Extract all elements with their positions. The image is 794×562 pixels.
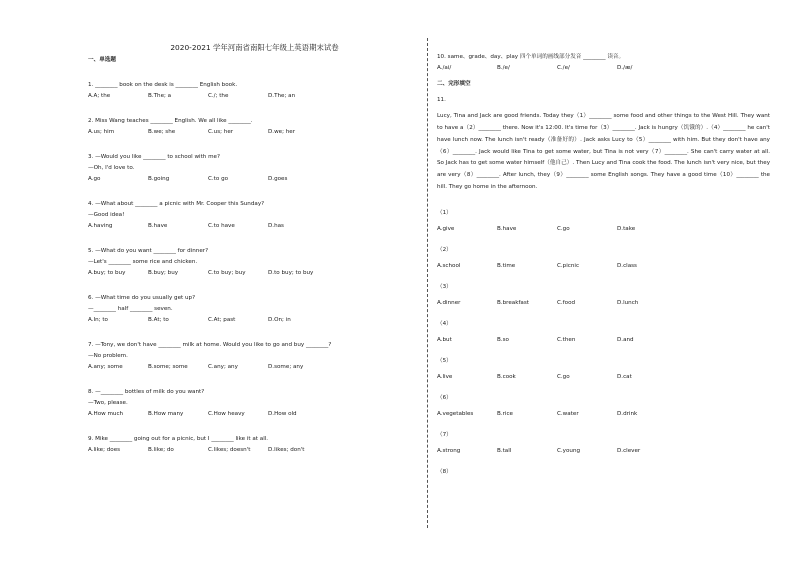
question-stem: 4. —What about ________ a picnic with Mr. Cooper this Sunday? (88, 201, 265, 207)
question-stem-reply: —Good idea! (88, 212, 125, 218)
question-stem: 1. ________ book on the desk is ________ English book. (88, 82, 238, 88)
option-a: A.school (437, 262, 461, 269)
option-a: A.having (88, 223, 113, 229)
option-b: B.tall (497, 447, 512, 454)
question-7 (88, 340, 413, 373)
question-6 (88, 293, 413, 326)
question-stem: 5. —What do you want ________ for dinner? (88, 248, 209, 254)
question-stem-reply: —No problem. (88, 353, 128, 359)
option-d: D.take (617, 225, 636, 232)
option-row (437, 335, 772, 346)
option-a: A.us; him (88, 129, 115, 135)
option-c: C.likes; doesn't (208, 447, 251, 453)
option-row (437, 63, 772, 74)
option-b: B.time (497, 262, 516, 269)
question-stem-reply: —Let's ________ some rice and chicken. (88, 259, 198, 265)
option-c: C.water (557, 410, 579, 417)
option-b: B.going (148, 176, 170, 182)
section-heading-cloze: 二、完形填空 (437, 81, 471, 87)
question-stem: 7. —Tony, we don't have ________ milk at home. Would you like to go and buy ________? (88, 342, 332, 348)
option-d: D.some; any (268, 364, 304, 370)
question-2 (88, 116, 413, 138)
subquestion-number: （6） (437, 394, 452, 401)
option-c: C.picnic (557, 262, 580, 269)
option-b: B.How many (148, 411, 184, 417)
question-stem: 6. —What time do you usually get up? (88, 295, 196, 301)
option-d: D.to buy; to buy (268, 270, 314, 276)
section-heading-single-choice: 一、单选题 (88, 57, 116, 64)
question-stem: 3. —Would you like ________ to school with me? (88, 154, 220, 160)
option-d: D.likes; don't (268, 447, 305, 453)
option-a: A.dinner (437, 299, 461, 306)
option-a: A.live (437, 373, 453, 380)
option-a: A.any; some (88, 364, 123, 370)
option-a: A.give (437, 225, 455, 232)
option-c: C.At; past (208, 317, 236, 323)
option-a: A.In; to (88, 317, 108, 323)
option-a: A.buy; to buy (88, 270, 126, 276)
option-d: D./æ/ (617, 65, 633, 71)
question-5 (88, 246, 413, 279)
option-b: B.we; she (148, 129, 176, 135)
question-stem-reply: —Oh, I'd love to. (88, 165, 135, 171)
option-d: D.clever (617, 447, 641, 454)
option-d: D.we; her (268, 129, 296, 135)
option-c: C.to go (208, 176, 229, 182)
cloze-subquestion-3 (437, 282, 772, 309)
question-9 (88, 434, 413, 456)
option-c: C.any; any (208, 364, 238, 370)
cloze-subquestion-5 (437, 356, 772, 383)
option-c: C.us; her (208, 129, 234, 135)
left-column (88, 44, 413, 470)
cloze-subquestion-1 (437, 208, 772, 235)
option-d: D.class (617, 262, 637, 269)
cloze-subquestion-8 (437, 467, 772, 478)
option-b: B.some; some (148, 364, 188, 370)
option-b: B.have (497, 225, 517, 232)
option-b: B.have (148, 223, 168, 229)
question-4 (88, 199, 413, 232)
option-row (88, 174, 413, 185)
option-c: C.How heavy (208, 411, 245, 417)
option-b: B.cook (497, 373, 516, 380)
cloze-subquestion-2 (437, 245, 772, 272)
question-3 (88, 152, 413, 185)
question-10 (437, 52, 772, 74)
question-8 (88, 387, 413, 420)
option-row (437, 298, 772, 309)
question-stem: 2. Miss Wang teaches ________ English. We all like ________. (88, 118, 253, 124)
option-b: B.breakfast (497, 299, 529, 306)
option-c: C.to have (208, 223, 235, 229)
subquestion-number: （4） (437, 320, 452, 327)
cloze-passage: Lucy, Tina and Jack are good friends. Today they（1）________ some food and other things to the West Hill. They want to have a（2）________ there. Now it's 12:00. It's time for（3）________. Jack is hungry（饥饿的）.（4）________ he can't have lunch now. The lunch isn't ready（准备好的）. Jack asks Lucy to（5）________ with him. But they don't have any（6）________. Jack would like Tina to get some water, but Tina is not very（7）________. She can't carry water at all. So Jack has to get some water himself（他自己）. Then Lucy and Tina cook the food. The lunch isn't very nice, but they are very（8）________. After lunch, they（9）________ some English songs. They have a good time（10）________ the hill. They go home in the afternoon. (437, 113, 770, 190)
question-1 (88, 80, 413, 102)
option-c: C.go (557, 225, 570, 232)
option-d: D.cat (617, 373, 632, 380)
option-d: D.drink (617, 410, 638, 417)
option-a: A.like; does (88, 447, 121, 453)
option-row (88, 315, 413, 326)
option-row (88, 221, 413, 232)
option-a: A.vegetables (437, 410, 474, 417)
question-stem-reply: —________ half ________ seven. (88, 306, 173, 312)
question-stem-reply: —Two, please. (88, 400, 128, 406)
option-a: A.A; the (88, 93, 111, 99)
option-row (88, 127, 413, 138)
cloze-subquestion-4 (437, 319, 772, 346)
option-b: B.rice (497, 410, 513, 417)
option-b: B.so (497, 336, 509, 343)
option-row (437, 261, 772, 272)
option-d: D.How old (268, 411, 297, 417)
option-row (88, 91, 413, 102)
option-row (437, 224, 772, 235)
question-stem: 8. —________ bottles of milk do you want? (88, 389, 205, 395)
option-a: A.strong (437, 447, 461, 454)
page-title: 2020-2021 学年河南省南阳七年级上英语期末试卷 (170, 43, 339, 52)
cloze-subquestion-7 (437, 430, 772, 457)
option-b: B.At; to (148, 317, 169, 323)
subquestion-number: （3） (437, 283, 452, 290)
option-a: A./ai/ (437, 65, 452, 71)
question-11-number: 11. (437, 96, 446, 103)
option-d: D.On; in (268, 317, 291, 323)
option-row (88, 445, 413, 456)
cloze-subquestion-6 (437, 393, 772, 420)
option-row (88, 409, 413, 420)
option-d: D.and (617, 336, 634, 343)
subquestion-number: （1） (437, 209, 452, 216)
option-c: C./e/ (557, 65, 570, 71)
subquestion-number: （8） (437, 468, 452, 475)
question-stem: 9. Mike ________ going out for a picnic, but I ________ like it at all. (88, 436, 269, 442)
option-d: D.goes (268, 176, 288, 182)
column-divider (427, 38, 428, 528)
option-d: D.The; an (268, 93, 296, 99)
option-c: C.young (557, 447, 581, 454)
option-d: D.has (268, 223, 284, 229)
option-a: A.go (88, 176, 101, 182)
option-a: A.How much (88, 411, 124, 417)
option-d: D.lunch (617, 299, 639, 306)
option-row (437, 409, 772, 420)
right-column (437, 52, 772, 478)
option-b: B.The; a (148, 93, 172, 99)
subquestion-number: （5） (437, 357, 452, 364)
option-c: C.then (557, 336, 576, 343)
option-b: B./e/ (497, 65, 510, 71)
option-row (88, 268, 413, 279)
option-c: C./; the (208, 93, 229, 99)
option-a: A.but (437, 336, 452, 343)
subquestion-number: （2） (437, 246, 452, 253)
option-c: C.to buy; buy (208, 270, 246, 276)
option-row (437, 372, 772, 383)
option-b: B.buy; buy (148, 270, 179, 276)
option-row (88, 362, 413, 373)
option-b: B.like; do (148, 447, 174, 453)
option-c: C.go (557, 373, 570, 380)
question-stem: 10. same、grade、day、play 四个单词的画线部分发音 ________ 读音。 (437, 54, 625, 60)
subquestion-number: （7） (437, 431, 452, 438)
option-row (437, 446, 772, 457)
option-c: C.food (557, 299, 576, 306)
